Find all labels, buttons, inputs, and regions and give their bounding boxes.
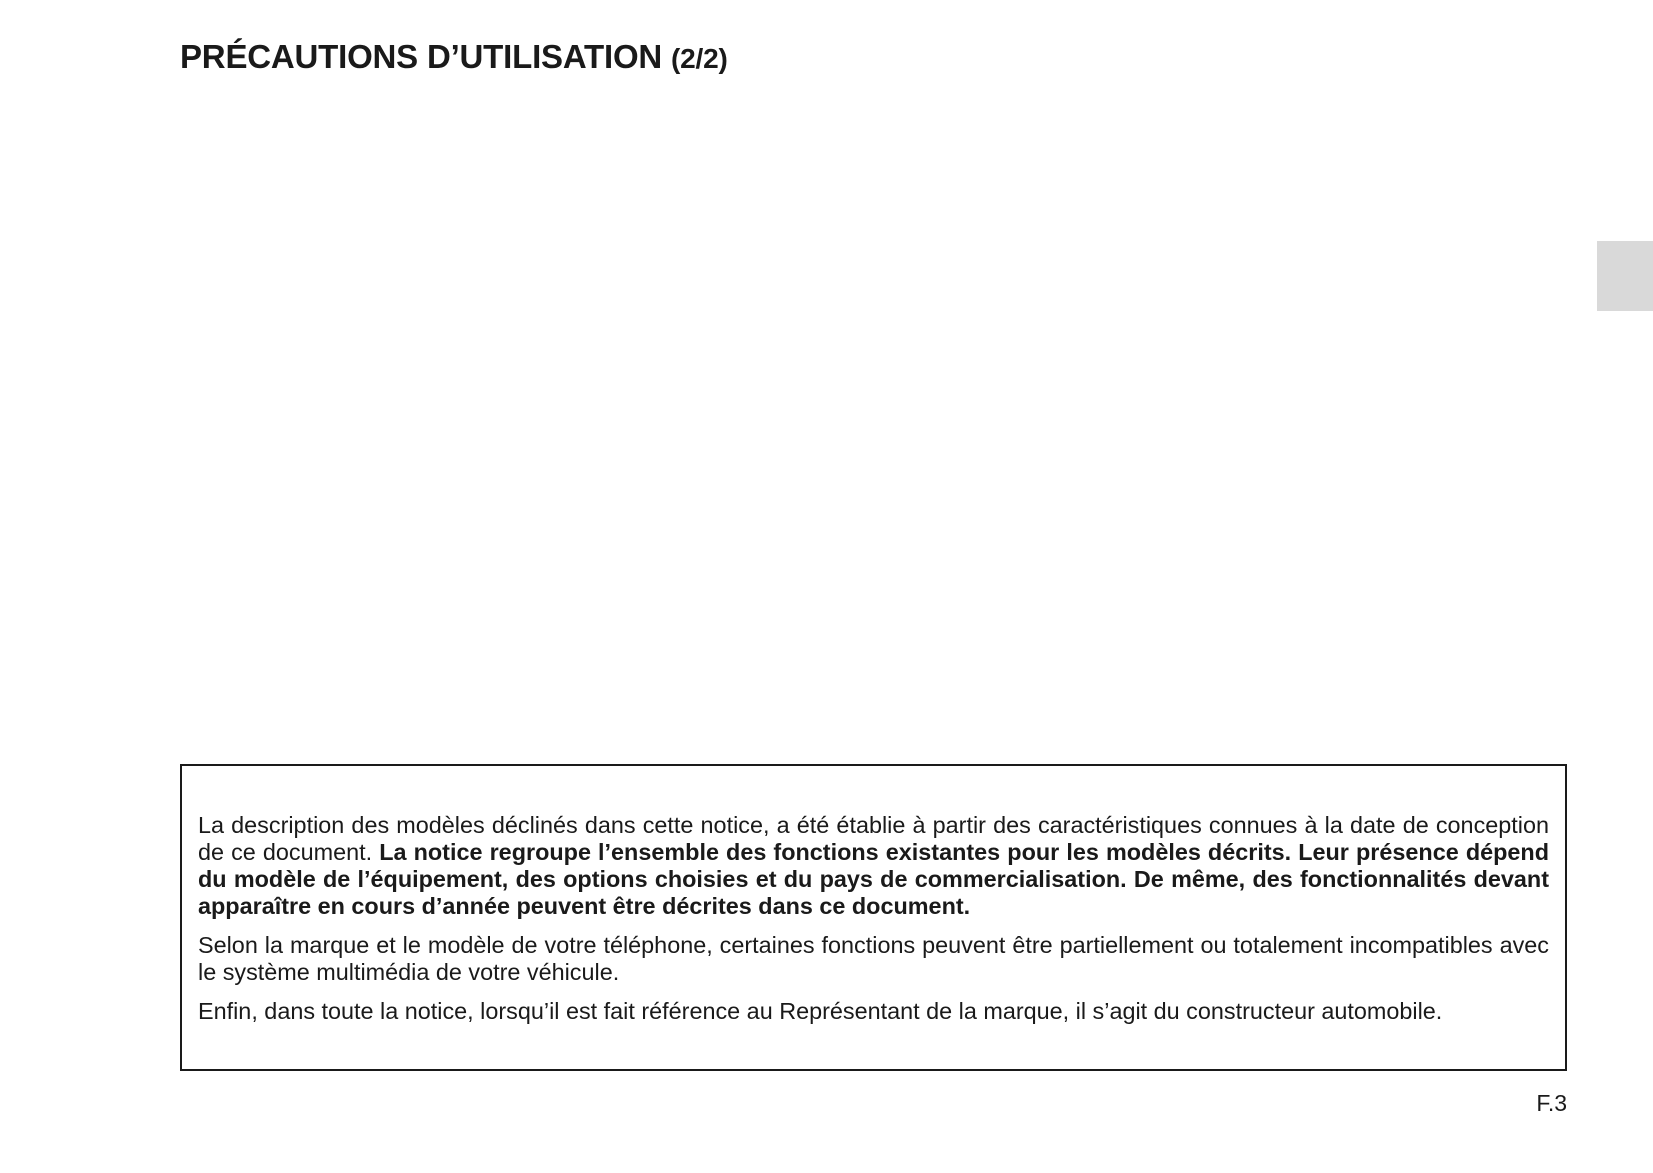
notice-paragraph-3: Enfin, dans toute la notice, lorsqu’il est fait référence au Représentant de la marque, il s’agit du constructeur automobile. xyxy=(198,998,1443,1024)
notice-paragraph-2: Selon la marque et le modèle de votre téléphone, certaines fonctions peuvent être partiellement ou totalement incompatibles avec le système multimédia de votre véhicule. xyxy=(198,932,1549,985)
page-title-text: PRÉCAUTIONS D’UTILISATION xyxy=(180,38,663,75)
page-number: F.3 xyxy=(1536,1090,1567,1116)
page-title-part: (2/2) xyxy=(671,43,728,74)
chapter-side-tab xyxy=(1597,241,1653,311)
notice-paragraph-1-bold: La notice regroupe l’ensemble des fonctions existantes pour les modèles décrits. Leur présence dépend du modèle de l’équipement, des options choisies et du pays de commercialisation. De même, des fonctionnalités devant apparaître en cours d’année peuvent être décrites dans ce document. xyxy=(198,839,1549,919)
notice-paragraph-1 xyxy=(198,812,1549,920)
notice-box xyxy=(180,764,1567,1071)
page-title xyxy=(180,38,728,76)
notice-paragraph-1-intro: La description des modèles déclinés dans cette notice, a été établie à partir des caractéristiques connues à la date de conception de ce document. xyxy=(198,812,1549,865)
